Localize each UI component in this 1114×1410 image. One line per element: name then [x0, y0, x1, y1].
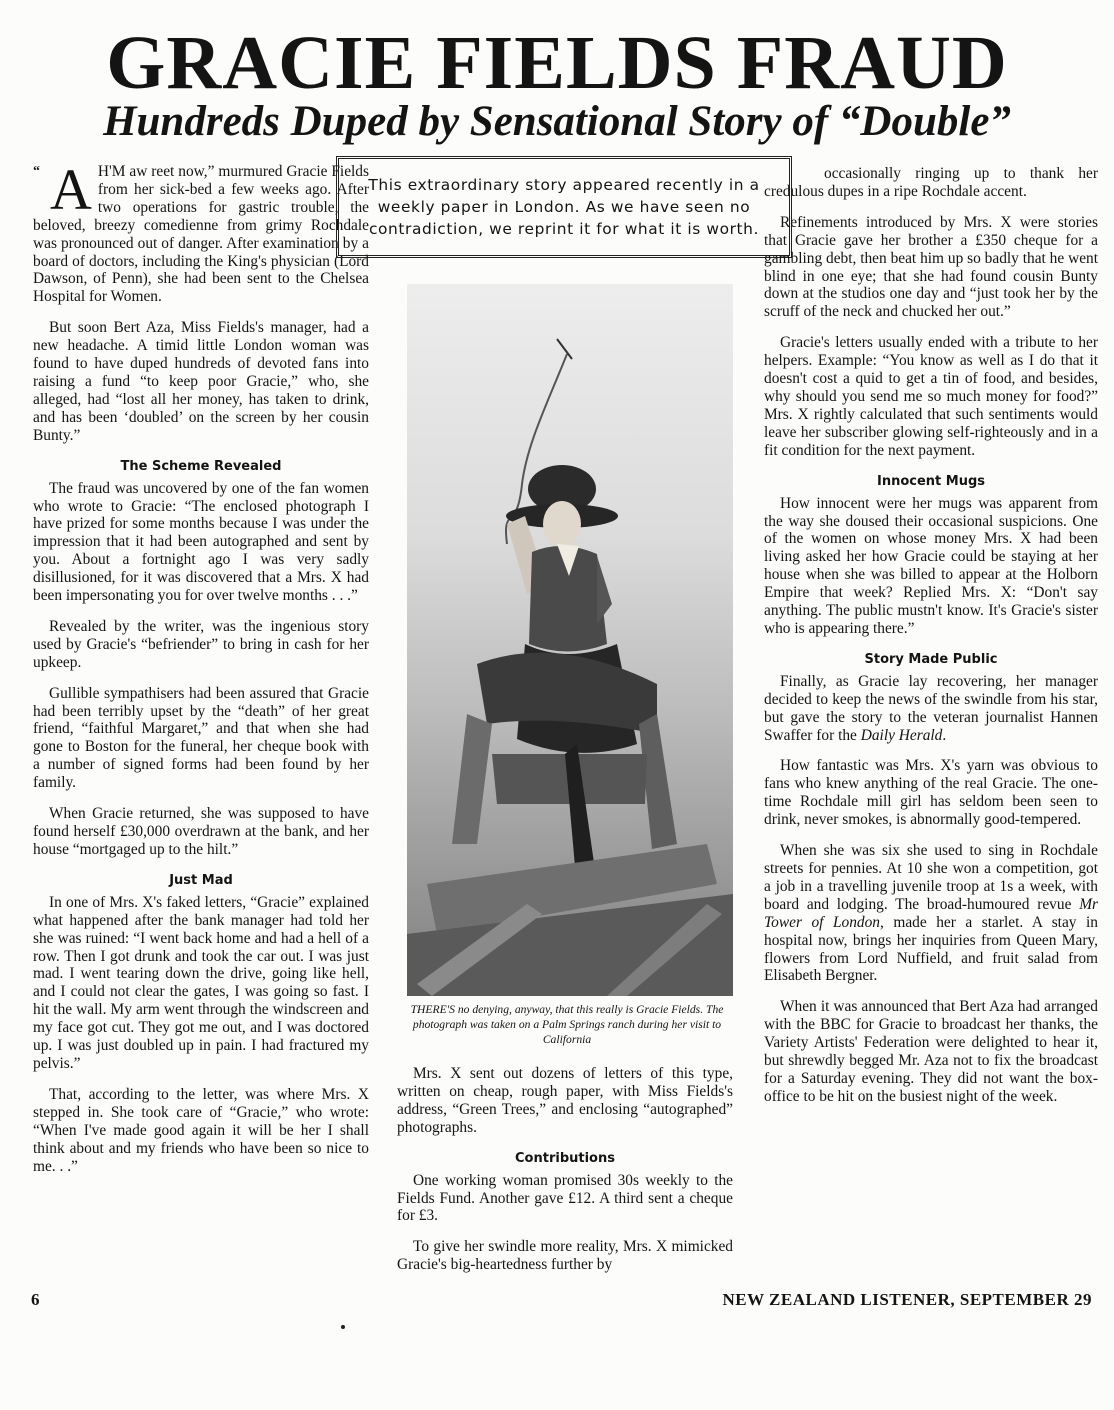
photograph-gracie-fields [407, 284, 733, 996]
publication-line: NEW ZEALAND LISTENER, SEPTEMBER 29 [722, 1290, 1092, 1309]
photograph-illustration [407, 284, 733, 996]
continued-paragraph: occasionally ringing up to thank her credulous dupes in a ripe Rochdale accent. [764, 165, 1098, 200]
headline: GRACIE FIELDS FRAUD [106, 21, 1008, 105]
editor-note-text: This extraordinary story appeared recently in a weekly paper in London. As we have seen no contradiction, we reprint it for what it is worth. [368, 176, 760, 238]
paragraph: How fantastic was Mrs. X's yarn was obvious to fans who knew anything of the real Gracie. The one-time Rochdale mill girl has seldom been seen to drink, never smokes, is abnormally good-tempered. [764, 757, 1098, 829]
paragraph: In one of Mrs. X's faked letters, “Gracie” explained what happened after the bank manager had told her she was ruined: “I went back home and had a hell of a row. Then I got drunk and took the car out. I was just mad. I went tearing down the drive, going like hell, and I could not clear the gates, I was going so fast. I hit the wall. My arm went through the windscreen and my face got cut. They got me out, and I was doctored up. I was just doubled up in pain. I had fractured my pelvis.” [33, 893, 369, 1072]
left-column [33, 157, 369, 1188]
section-heading-story-made-public: Story Made Public [864, 651, 998, 667]
paragraph: When it was announced that Bert Aza had arranged with the BBC for Gracie to broadcast her thanks, the Variety Artists' Federation were delighted to hear it, but shrewdly begged Mr. Aza not to fix the broadcast for a Saturday evening. They did not want the box-office to be hit on the busiest night of the week. [764, 998, 1098, 1105]
paragraph: The fraud was uncovered by one of the fan women who wrote to Gracie: “The enclosed photograph I have prized for some months because I was under the impression that it had been autographed and sent by you. About a fortnight ago I was very sadly disillusioned, for it was discovered that a Mrs. X had been impersonating you for over twelve months . . .” [33, 479, 369, 605]
paragraph [764, 673, 1098, 745]
newspaper-title: Daily Herald [860, 726, 943, 744]
paragraph: Gracie's letters usually ended with a tribute to her helpers. Example: “You know as well as I do that it doesn't cost a quid to get a tin of food, and besides, why should you send me so much money for food?” Mrs. X rightly calculated that such sentiments would leave her subscriber glowing self-righteously and in a fit condition for the next payment. [764, 334, 1098, 459]
section-heading-contributions: Contributions [515, 1150, 615, 1166]
paragraph: Gullible sympathisers had been assured that Gracie had been terribly upset by the “death” of her great friend, “faithful Margaret,” and that when she had gone to Boston for the funeral, her cheque book with a number of signed forms had been found by her family. [33, 684, 369, 792]
editor-note-box [336, 156, 792, 258]
page-number: 6 [31, 1290, 40, 1309]
paragraph: When Gracie returned, she was supposed to have found herself £30,000 overdrawn at the bank, and her house “mortgaged up to the hilt.” [33, 805, 369, 858]
paragraph: Revealed by the writer, was the ingenious story used by Gracie's “befriender” to bring in cash for her upkeep. [33, 617, 369, 671]
paragraph-end: . [942, 726, 947, 744]
paragraph: Mrs. X sent out dozens of letters of this type, written on cheap, rough paper, with Miss Fields's address, “Green Trees,” and enclosing “autographed” photographs. [397, 1065, 733, 1136]
right-column [764, 165, 1098, 1119]
paragraph-text: Finally, as Gracie lay recovering, her manager decided to keep the news of the swindle from his star, but gave the story to the veteran journalist Hannen Swaffer for the [764, 672, 1098, 744]
paragraph-text: , made her a starlet. A stay in hospital now, brings her inquiries from Queen Mary, flowers from Lord Nuffield, and fruit salad from Elisabeth Bergner. [764, 913, 1098, 985]
opening-paragraph-text: H'M aw reet now,” murmured Gracie Fields from her sick-bed a few weeks ago. After two operations for gastric trouble, the beloved, breezy comedienne from grimy Rochdale was pronounced out of danger. After examination by a board of doctors, including the King's physician (Lord Dawson, of Penn), she had been sent to the Chelsea Hospital for Women. [33, 163, 369, 306]
opening-quote-mark: “ [33, 164, 40, 179]
paragraph [764, 842, 1098, 985]
middle-column [397, 1065, 733, 1287]
section-heading-scheme-revealed: The Scheme Revealed [120, 458, 282, 474]
paragraph: That, according to the letter, was where Mrs. X stepped in. She took care of “Gracie,” who wrote: “When I've made good again it will be her I shall think about and my friends who have been so nice to me. . .” [33, 1085, 369, 1175]
paragraph: Refinements introduced by Mrs. X were stories that Gracie gave her brother a £350 cheque for a gambling debt, then beat him up so badly that he went blind in one eye; that she had found cousin Bunty down at the studios one day and “just took her by the scruff of the neck and chucked her out.” [764, 213, 1098, 321]
paragraph: One working woman promised 30s weekly to the Fields Fund. Another gave £12. A third sent a cheque for £3. [397, 1171, 733, 1225]
section-heading-just-mad: Just Mad [169, 872, 233, 888]
photo-caption: THERE'S no denying, anyway, that this really is Gracie Fields. The photograph was taken on a Palm Springs ranch during her visit to California [410, 1003, 724, 1046]
opening-paragraph [33, 157, 369, 306]
paragraph: To give her swindle more reality, Mrs. X mimicked Gracie's big-heartedness further by [397, 1238, 733, 1274]
paragraph: But soon Bert Aza, Miss Fields's manager, had a new headache. A timid little London woman was found to have duped hundreds of devoted fans into raising a fund “to keep poor Gracie,” who, she alleged, had “lost all her money, has taken to drink, and has been ‘doubled’ on the screen by her cousin Bunty.” [33, 319, 369, 444]
paragraph: How innocent were her mugs was apparent from the way she doused their occasional suspicions. One of the women on whose money Mrs. X had been living asked her how Gracie could be staying at her house when she was billed to appear at the Holborn Empire that week? Replied Mrs. X: “Don't say anything. The public mustn't know. It's Gracie's sister who is appearing there.” [764, 494, 1098, 637]
revue-title: Mr Tower of London [764, 895, 1098, 931]
drop-cap: A [50, 157, 92, 222]
paragraph-text: When she was six she used to sing in Rochdale streets for pennies. At 10 she won a competition, got a job in a travelling juvenile troop at 1s a week, with board and lodging. The broad-humoured revue [764, 842, 1098, 913]
subheadline: Hundreds Duped by Sensational Story of “Double” [103, 98, 1011, 145]
ink-speck [341, 1325, 345, 1329]
section-heading-innocent-mugs: Innocent Mugs [876, 473, 986, 489]
